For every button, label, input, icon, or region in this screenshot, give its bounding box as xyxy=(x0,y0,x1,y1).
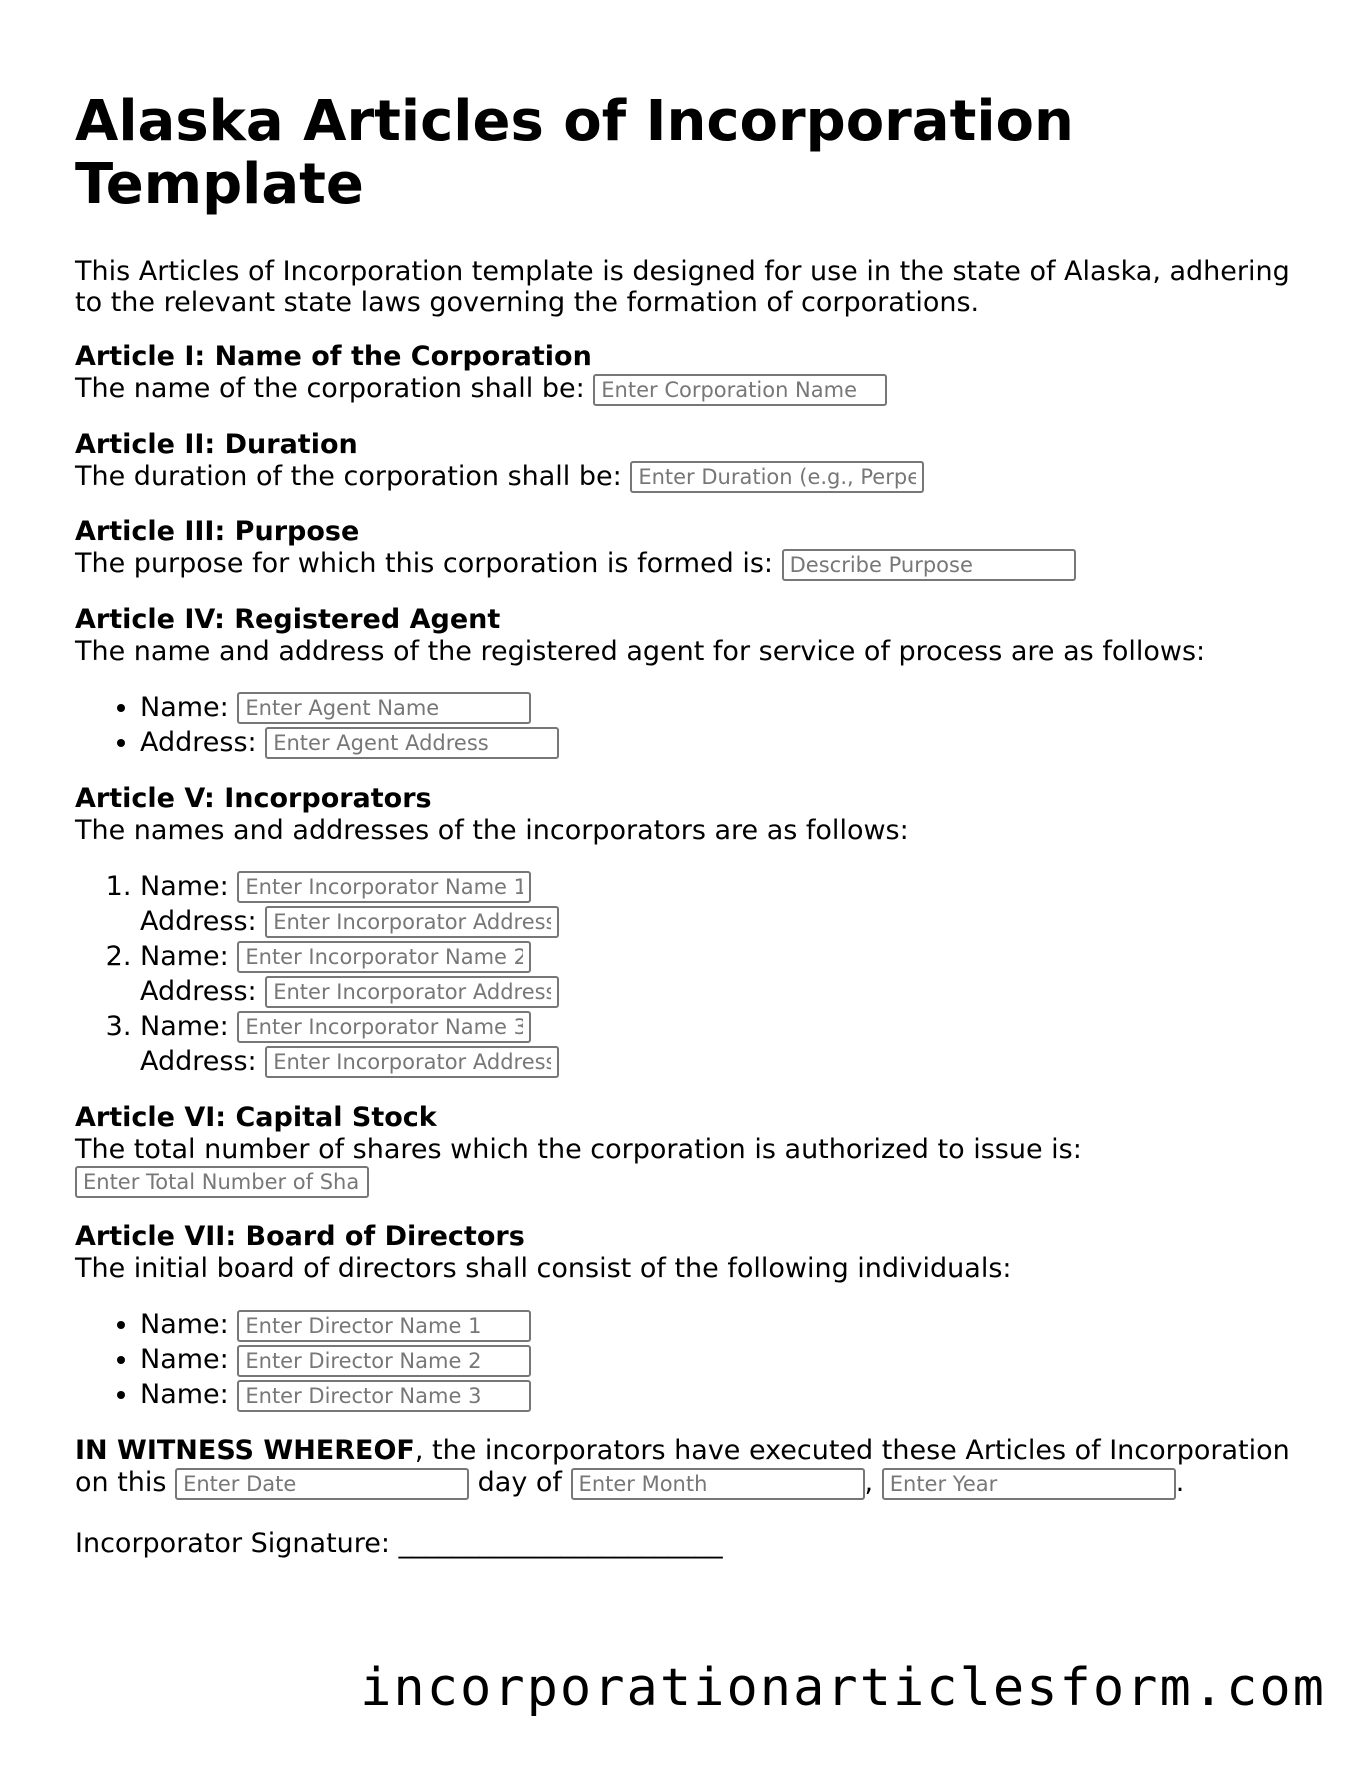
article-3 xyxy=(75,516,1305,581)
witness-line-2 xyxy=(75,1467,1305,1500)
list-item xyxy=(140,939,1305,1009)
incorporator-address-row xyxy=(140,1044,1305,1079)
document-page xyxy=(75,90,1305,1560)
incorporator-name-label: Name: xyxy=(140,870,229,902)
article-2 xyxy=(75,429,1305,494)
incorporator-address-row xyxy=(140,904,1305,939)
article-1-text xyxy=(75,373,1305,406)
footer-watermark: incorporationarticlesform.com xyxy=(360,1658,1326,1718)
incorporator-name-label: Name: xyxy=(140,940,229,972)
witness-line-1 xyxy=(75,1435,1305,1467)
date-input[interactable] xyxy=(175,1468,469,1500)
article-3-heading: Article III: Purpose xyxy=(75,516,360,547)
total-shares-input[interactable] xyxy=(75,1166,369,1198)
article-2-heading: Article II: Duration xyxy=(75,428,358,460)
article-6-field-row xyxy=(75,1166,1305,1199)
article-1-label: The name of the corporation shall be: xyxy=(75,373,585,404)
year-input[interactable] xyxy=(882,1468,1176,1500)
list-item xyxy=(140,1009,1305,1079)
signature-row xyxy=(75,1528,1305,1560)
agent-list xyxy=(75,690,1305,760)
on-this-label: on this xyxy=(75,1467,167,1498)
director-name-label: Name: xyxy=(140,1344,229,1375)
purpose-input[interactable] xyxy=(782,549,1076,581)
witness-bold: IN WITNESS WHEREOF xyxy=(75,1435,415,1466)
article-6-heading: Article VI: Capital Stock xyxy=(75,1101,437,1133)
article-5 xyxy=(75,783,1305,1079)
month-input[interactable] xyxy=(571,1468,865,1500)
incorporator-address-label: Address: xyxy=(140,975,257,1007)
article-7-heading: Article VII: Board of Directors xyxy=(75,1221,525,1252)
incorporator-address-input-1[interactable] xyxy=(265,906,559,938)
director-list xyxy=(75,1307,1305,1412)
article-4 xyxy=(75,604,1305,760)
signature-label: Incorporator Signature: xyxy=(75,1527,390,1559)
incorporator-address-input-2[interactable] xyxy=(265,976,559,1008)
article-1 xyxy=(75,341,1305,406)
agent-address-input[interactable] xyxy=(265,727,559,759)
list-item xyxy=(140,869,1305,939)
incorporator-name-label: Name: xyxy=(140,1010,229,1042)
list-item xyxy=(140,725,1305,760)
article-5-text: The names and addresses of the incorporators are as follows: xyxy=(75,814,909,846)
article-3-text xyxy=(75,548,1305,581)
witness-section xyxy=(75,1435,1305,1500)
article-7 xyxy=(75,1221,1305,1412)
incorporator-address-input-3[interactable] xyxy=(265,1046,559,1078)
agent-address-label: Address: xyxy=(140,726,257,758)
page-title: Alaska Articles of Incorporation Template xyxy=(75,89,1074,217)
incorporator-list xyxy=(75,869,1305,1079)
agent-name-label: Name: xyxy=(140,691,229,723)
agent-name-input[interactable] xyxy=(237,692,531,724)
director-name-label: Name: xyxy=(140,1309,229,1340)
article-6-text: The total number of shares which the corporation is authorized to issue is: xyxy=(75,1133,1082,1165)
article-6 xyxy=(75,1102,1305,1199)
intro-paragraph: This Articles of Incorporation template is designed for use in the state of Alaska, adhering to the relevant state laws governing the formation of corporations. xyxy=(75,256,1290,318)
period-label: . xyxy=(1175,1467,1185,1498)
list-item xyxy=(140,1342,1305,1377)
article-2-text xyxy=(75,461,1305,494)
article-2-label: The duration of the corporation shall be: xyxy=(75,460,622,492)
director-name-input-3[interactable] xyxy=(237,1380,531,1412)
article-7-text: The initial board of directors shall consist of the following individuals: xyxy=(75,1253,1012,1284)
incorporator-address-label: Address: xyxy=(140,1045,257,1077)
corporation-name-input[interactable] xyxy=(593,374,887,406)
director-name-input-1[interactable] xyxy=(237,1310,531,1342)
incorporator-name-input-1[interactable] xyxy=(237,871,531,903)
day-of-label: day of xyxy=(477,1467,562,1498)
witness-text: , the incorporators have executed these Articles of Incorporation xyxy=(414,1435,1290,1466)
incorporator-address-label: Address: xyxy=(140,905,257,937)
list-item xyxy=(140,1307,1305,1342)
comma-label: , xyxy=(864,1467,874,1498)
signature-line: ________________________ xyxy=(398,1527,723,1559)
director-name-input-2[interactable] xyxy=(237,1345,531,1377)
list-item xyxy=(140,690,1305,725)
incorporator-address-row xyxy=(140,974,1305,1009)
article-4-heading: Article IV: Registered Agent xyxy=(75,603,501,635)
article-3-label: The purpose for which this corporation is formed is: xyxy=(75,548,774,579)
incorporator-name-input-2[interactable] xyxy=(237,941,531,973)
incorporator-name-input-3[interactable] xyxy=(237,1011,531,1043)
director-name-label: Name: xyxy=(140,1379,229,1410)
duration-input[interactable] xyxy=(630,461,924,493)
list-item xyxy=(140,1377,1305,1412)
article-4-text: The name and address of the registered agent for service of process are as follows: xyxy=(75,635,1206,667)
article-1-heading: Article I: Name of the Corporation xyxy=(75,341,592,372)
article-5-heading: Article V: Incorporators xyxy=(75,782,432,814)
